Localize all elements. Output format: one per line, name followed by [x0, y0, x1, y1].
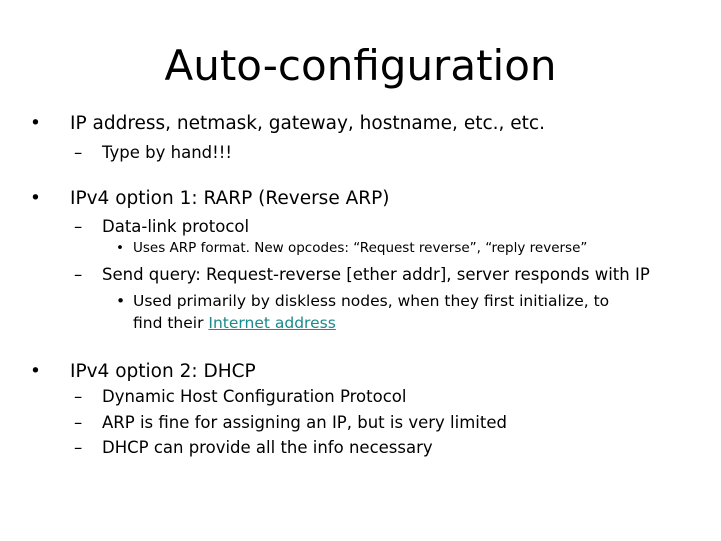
bullet-rarp: IPv4 option 1: RARP (Reverse ARP) — [70, 188, 390, 209]
subsub-diskless-line2 — [133, 313, 336, 333]
bullet-marker: • — [30, 113, 41, 134]
dash-marker: – — [74, 143, 83, 162]
dash-marker: – — [74, 413, 83, 432]
dash-marker: – — [74, 217, 83, 236]
subsub-diskless-line1: Used primarily by diskless nodes, when they first initialize, to — [133, 292, 610, 310]
sub-data-link: Data-link protocol — [102, 217, 250, 236]
dash-marker: – — [74, 265, 83, 284]
sub-arp-limited: ARP is fine for assigning an IP, but is very limited — [102, 413, 507, 432]
dash-marker: – — [74, 438, 83, 457]
sub-dhcp-expansion: Dynamic Host Configuration Protocol — [102, 387, 407, 406]
bullet-marker: • — [30, 361, 41, 382]
bullet-ip-address: IP address, netmask, gateway, hostname, etc., etc. — [70, 113, 545, 134]
bullet-marker: • — [30, 188, 41, 209]
dash-marker: – — [74, 387, 83, 406]
subsub-arp-format: Uses ARP format. New opcodes: “Request reverse”, “reply reverse” — [133, 240, 588, 256]
sub-send-query: Send query: Request-reverse [ether addr], server responds with IP — [102, 265, 650, 284]
bullet-marker: • — [116, 292, 126, 310]
slide-title: Auto-configuration — [164, 41, 557, 90]
subsub-diskless-prefix: find their — [133, 314, 209, 332]
bullet-marker: • — [116, 240, 124, 256]
bullet-dhcp: IPv4 option 2: DHCP — [70, 361, 256, 382]
sub-dhcp-info: DHCP can provide all the info necessary — [102, 438, 433, 457]
internet-address-link[interactable]: Internet address — [208, 314, 336, 332]
sub-type-by-hand: Type by hand!!! — [102, 143, 232, 162]
